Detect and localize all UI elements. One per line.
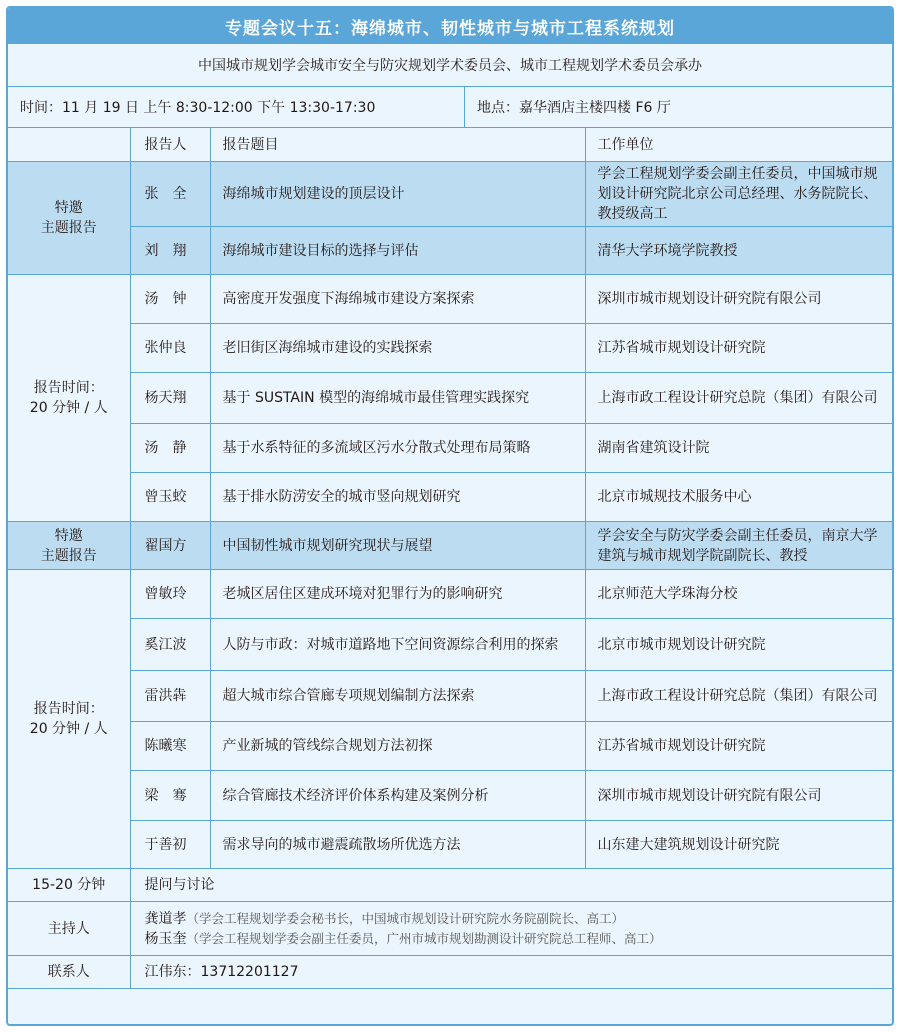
host-name: 杨玉奎 xyxy=(144,930,187,947)
table-row xyxy=(8,227,892,275)
table-row xyxy=(8,771,892,821)
table-row xyxy=(8,424,892,473)
session-label: 报告时间： 20 分钟 / 人 xyxy=(8,570,130,869)
talk-topic: 超大城市综合管廊专项规划编制方法探索 xyxy=(210,671,585,722)
talk-topic: 需求导向的城市避震疏散场所优选方法 xyxy=(210,821,585,869)
host-name: 龚道孝 xyxy=(144,910,187,927)
location-info: 地点：嘉华酒店主楼四楼 F6 厅 xyxy=(477,100,671,116)
table-row xyxy=(8,821,892,869)
speaker-name: 奚江波 xyxy=(130,619,210,671)
session-label: 特邀 主题报告 xyxy=(8,162,130,275)
contact-info: 江伟东：13712201127 xyxy=(130,956,892,989)
time-info: 时间：11 月 19 日 上午 8:30-12:00 下午 13:30-17:30 xyxy=(8,87,465,127)
speaker-name: 陈曦寒 xyxy=(130,722,210,771)
speaker-name: 张 全 xyxy=(130,162,210,227)
talk-affiliation: 湖南省建筑设计院 xyxy=(585,424,892,473)
qa-row xyxy=(8,869,892,902)
table-row xyxy=(8,722,892,771)
host-note: （学会工程规划学委会秘书长，中国城市规划设计研究院水务院副院长、高工） xyxy=(186,910,625,926)
table-row xyxy=(8,619,892,671)
contact-label: 联系人 xyxy=(8,956,130,989)
qa-duration: 15-20 分钟 xyxy=(8,869,130,902)
talk-topic: 基于排水防涝安全的城市竖向规划研究 xyxy=(210,473,585,522)
hosts-row xyxy=(8,902,892,956)
qa-text: 提问与讨论 xyxy=(130,869,892,902)
session-title: 专题会议十五：海绵城市、韧性城市与城市工程系统规划 xyxy=(8,8,892,44)
talk-affiliation: 江苏省城市规划设计研究院 xyxy=(585,324,892,373)
table-row xyxy=(8,373,892,424)
session-label: 报告时间： 20 分钟 / 人 xyxy=(8,275,130,522)
table-header-row xyxy=(8,128,892,162)
speaker-name: 曾敏玲 xyxy=(130,570,210,619)
talk-affiliation: 学会工程规划学委会副主任委员，中国城市规划设计研究院北京公司总经理、水务院院长、教授级高工 xyxy=(585,162,892,227)
speaker-name: 杨天翔 xyxy=(130,373,210,424)
schedule-sheet xyxy=(6,6,894,1026)
talk-affiliation: 北京市城规技术服务中心 xyxy=(585,473,892,522)
speaker-name: 汤 钟 xyxy=(130,275,210,324)
talk-topic: 基于水系特征的多流域区污水分散式处理布局策略 xyxy=(210,424,585,473)
speaker-name: 翟国方 xyxy=(130,522,210,570)
talk-topic: 中国韧性城市规划研究现状与展望 xyxy=(210,522,585,570)
speaker-name: 刘 翔 xyxy=(130,227,210,275)
host-note: （学会工程规划学委会副主任委员，广州市城市规划勘测设计研究院总工程师、高工） xyxy=(186,930,662,946)
talk-topic: 老旧街区海绵城市建设的实践探索 xyxy=(210,324,585,373)
table-row xyxy=(8,162,892,227)
talk-topic: 综合管廊技术经济评价体系构建及案例分析 xyxy=(210,771,585,821)
header-session xyxy=(8,128,130,162)
talk-topic: 海绵城市建设目标的选择与评估 xyxy=(210,227,585,275)
table-row xyxy=(8,275,892,324)
table-row xyxy=(8,522,892,570)
speaker-name: 于善初 xyxy=(130,821,210,869)
talk-topic: 人防与市政：对城市道路地下空间资源综合利用的探索 xyxy=(210,619,585,671)
talk-topic: 老城区居住区建成环境对犯罪行为的影响研究 xyxy=(210,570,585,619)
speaker-name: 张仲良 xyxy=(130,324,210,373)
contact-row xyxy=(8,956,892,989)
header-topic: 报告题目 xyxy=(210,128,585,162)
talk-affiliation: 上海市政工程设计研究总院（集团）有限公司 xyxy=(585,671,892,722)
hosts-list xyxy=(130,902,892,956)
time-location-row xyxy=(8,87,892,128)
hosts-label: 主持人 xyxy=(8,902,130,956)
table-row xyxy=(8,473,892,522)
organizer-line: 中国城市规划学会城市安全与防灾规划学术委员会、城市工程规划学术委员会承办 xyxy=(8,44,892,87)
talk-topic: 基于 SUSTAIN 模型的海绵城市最佳管理实践探究 xyxy=(210,373,585,424)
header-affiliation: 工作单位 xyxy=(585,128,892,162)
talk-affiliation: 深圳市城市规划设计研究院有限公司 xyxy=(585,771,892,821)
talk-topic: 高密度开发强度下海绵城市建设方案探索 xyxy=(210,275,585,324)
speaker-name: 雷洪犇 xyxy=(130,671,210,722)
speaker-name: 汤 静 xyxy=(130,424,210,473)
talk-affiliation: 山东建大建筑规划设计研究院 xyxy=(585,821,892,869)
host-entry xyxy=(145,929,881,949)
talk-topic: 产业新城的管线综合规划方法初探 xyxy=(210,722,585,771)
talk-affiliation: 上海市政工程设计研究总院（集团）有限公司 xyxy=(585,373,892,424)
talk-affiliation: 深圳市城市规划设计研究院有限公司 xyxy=(585,275,892,324)
speaker-name: 梁 骞 xyxy=(130,771,210,821)
schedule-table xyxy=(8,128,892,989)
talk-topic: 海绵城市规划建设的顶层设计 xyxy=(210,162,585,227)
talk-affiliation: 北京师范大学珠海分校 xyxy=(585,570,892,619)
session-label: 特邀 主题报告 xyxy=(8,522,130,570)
talk-affiliation: 江苏省城市规划设计研究院 xyxy=(585,722,892,771)
talk-affiliation: 北京市城市规划设计研究院 xyxy=(585,619,892,671)
header-speaker: 报告人 xyxy=(130,128,210,162)
host-entry xyxy=(145,909,881,929)
speaker-name: 曾玉蛟 xyxy=(130,473,210,522)
talk-affiliation: 学会安全与防灾学委会副主任委员，南京大学建筑与城市规划学院副院长、教授 xyxy=(585,522,892,570)
table-row xyxy=(8,671,892,722)
table-row xyxy=(8,324,892,373)
table-row xyxy=(8,570,892,619)
talk-affiliation: 清华大学环境学院教授 xyxy=(585,227,892,275)
